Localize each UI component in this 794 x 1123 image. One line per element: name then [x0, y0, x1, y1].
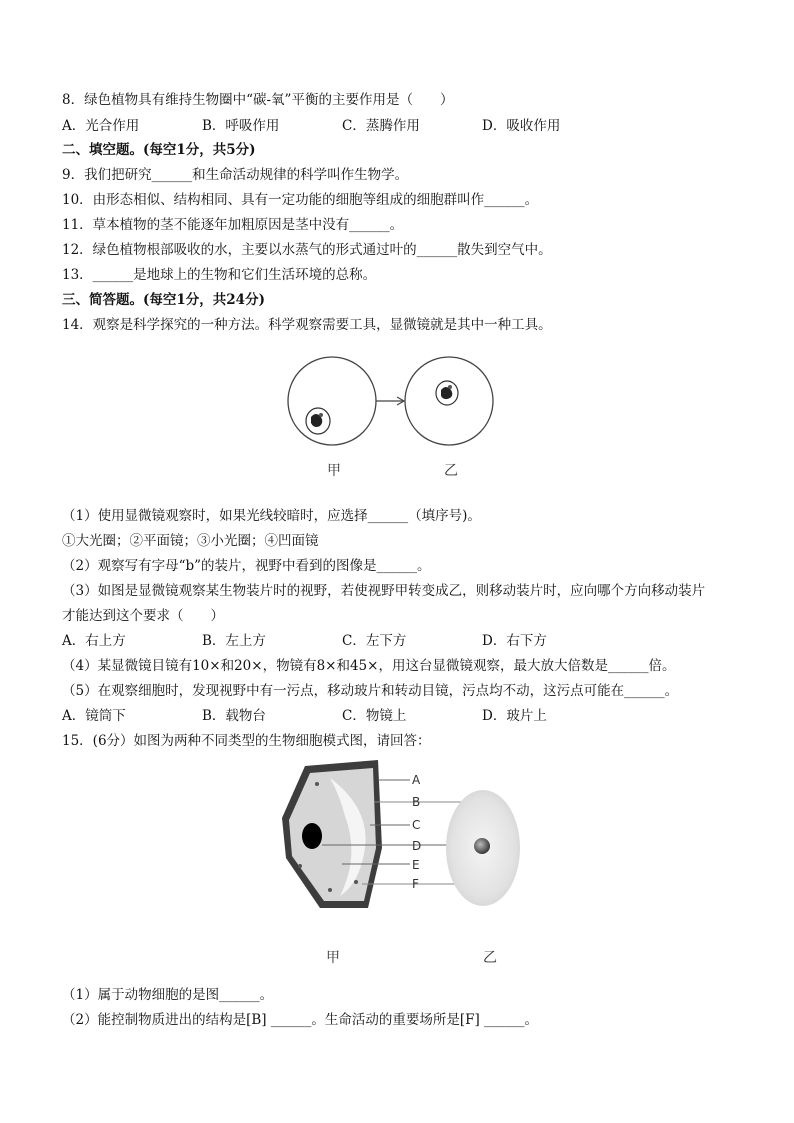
plant-nucleus — [302, 823, 322, 849]
q9: 9．我们把研究______和生命活动规律的科学叫作生物学。 — [62, 167, 409, 183]
q14-sub3-line2: 才能达到这个要求（ ） — [62, 608, 224, 624]
q14-sub5-option-a: A．镜筒下 — [62, 708, 126, 724]
q14-sub1: （1）使用显微镜观察时，如果光线较暗时，应选择______（填序号)。 — [62, 508, 481, 524]
q8-option-a: A．光合作用 — [62, 118, 140, 134]
plant-cell — [282, 760, 382, 908]
part-label-a: A — [412, 773, 421, 787]
q8-option-b: B．呼吸作用 — [202, 118, 280, 134]
q14-sub3-option-a: A．右上方 — [62, 633, 126, 649]
q14-sub3-option-d: D．右下方 — [482, 633, 547, 649]
q10: 10．由形态相似、结构相同、具有一定功能的细胞等组成的细胞群叫作______。 — [62, 192, 539, 208]
field-circle-jia — [288, 357, 376, 445]
figure-label-yi: 乙 — [444, 463, 458, 479]
q14-sub5-option-c: C．物镜上 — [342, 708, 407, 724]
part-label-b: B — [412, 795, 421, 809]
figure-label-yi: 乙 — [483, 950, 497, 966]
part-label-c: C — [412, 818, 421, 832]
q14-sub5: （5）在观察细胞时，发现视野中有一污点，移动玻片和转动目镜，污点均不动，这污点可能在______。 — [62, 683, 679, 699]
specimen-yi — [436, 381, 458, 405]
q14-sub3-option-c: C．左下方 — [342, 633, 407, 649]
q13: 13．______是地球上的生物和它们生活环境的总称。 — [62, 267, 377, 283]
q14-sub3-option-b: B．左上方 — [202, 633, 266, 649]
section-2-title: 二、填空题。(每空1分，共5分) — [62, 142, 256, 158]
microscope-field-figure — [285, 355, 515, 485]
q8-option-d: D．吸收作用 — [482, 118, 561, 134]
part-label-f: F — [412, 877, 419, 891]
q15-sub1: （1）属于动物细胞的是图______。 — [62, 987, 274, 1003]
animal-nucleus — [474, 838, 490, 854]
figure-label-jia: 甲 — [326, 950, 340, 966]
specimen-jia — [306, 408, 330, 434]
q14-sub5-option-b: B．载物台 — [202, 708, 266, 724]
q14-sub3-line1: （3）如图是显微镜观察某生物装片时的视野，若使视野甲转变成乙，则移动装片时，应向哪个方向移动装片 — [62, 583, 706, 599]
part-label-d: D — [412, 839, 422, 853]
section-3-title: 三、简答题。(每空1分，共24分) — [62, 292, 265, 308]
figure-label-jia: 甲 — [327, 463, 341, 479]
cell-diagram-figure — [270, 758, 540, 970]
q12: 12．绿色植物根部吸收的水，主要以水蒸气的形式通过叶的______散失到空气中。 — [62, 242, 552, 258]
q14-stem: 14．观察是科学探究的一种方法。科学观察需要工具，显微镜就是其中一种工具。 — [62, 317, 552, 333]
q15-stem: 15．(6分）如图为两种不同类型的生物细胞模式图，请回答： — [62, 733, 431, 749]
q14-sub1-choices: ①大光圈；②平面镜；③小光圈；④凹面镜 — [62, 533, 319, 549]
q14-sub4: （4）某显微镜目镜有10×和20×，物镜有8×和45×，用这台显微镜观察，最大放大倍数是______倍。 — [62, 658, 676, 674]
q14-sub2: （2）观察写有字母“b”的装片，视野中看到的图像是______。 — [62, 558, 431, 574]
q15-sub2: （2）能控制物质进出的结构是[B] ______。生命活动的重要场所是[F] ______。 — [62, 1012, 539, 1028]
q14-sub5-option-d: D．玻片上 — [482, 708, 547, 724]
q8-stem: 8．绿色植物具有维持生物圈中“碳-氧”平衡的主要作用是（ ） — [62, 92, 454, 108]
part-label-e: E — [412, 858, 420, 872]
q11: 11．草本植物的茎不能逐年加粗原因是茎中没有______。 — [62, 217, 404, 233]
q8-option-c: C．蒸腾作用 — [342, 118, 420, 134]
